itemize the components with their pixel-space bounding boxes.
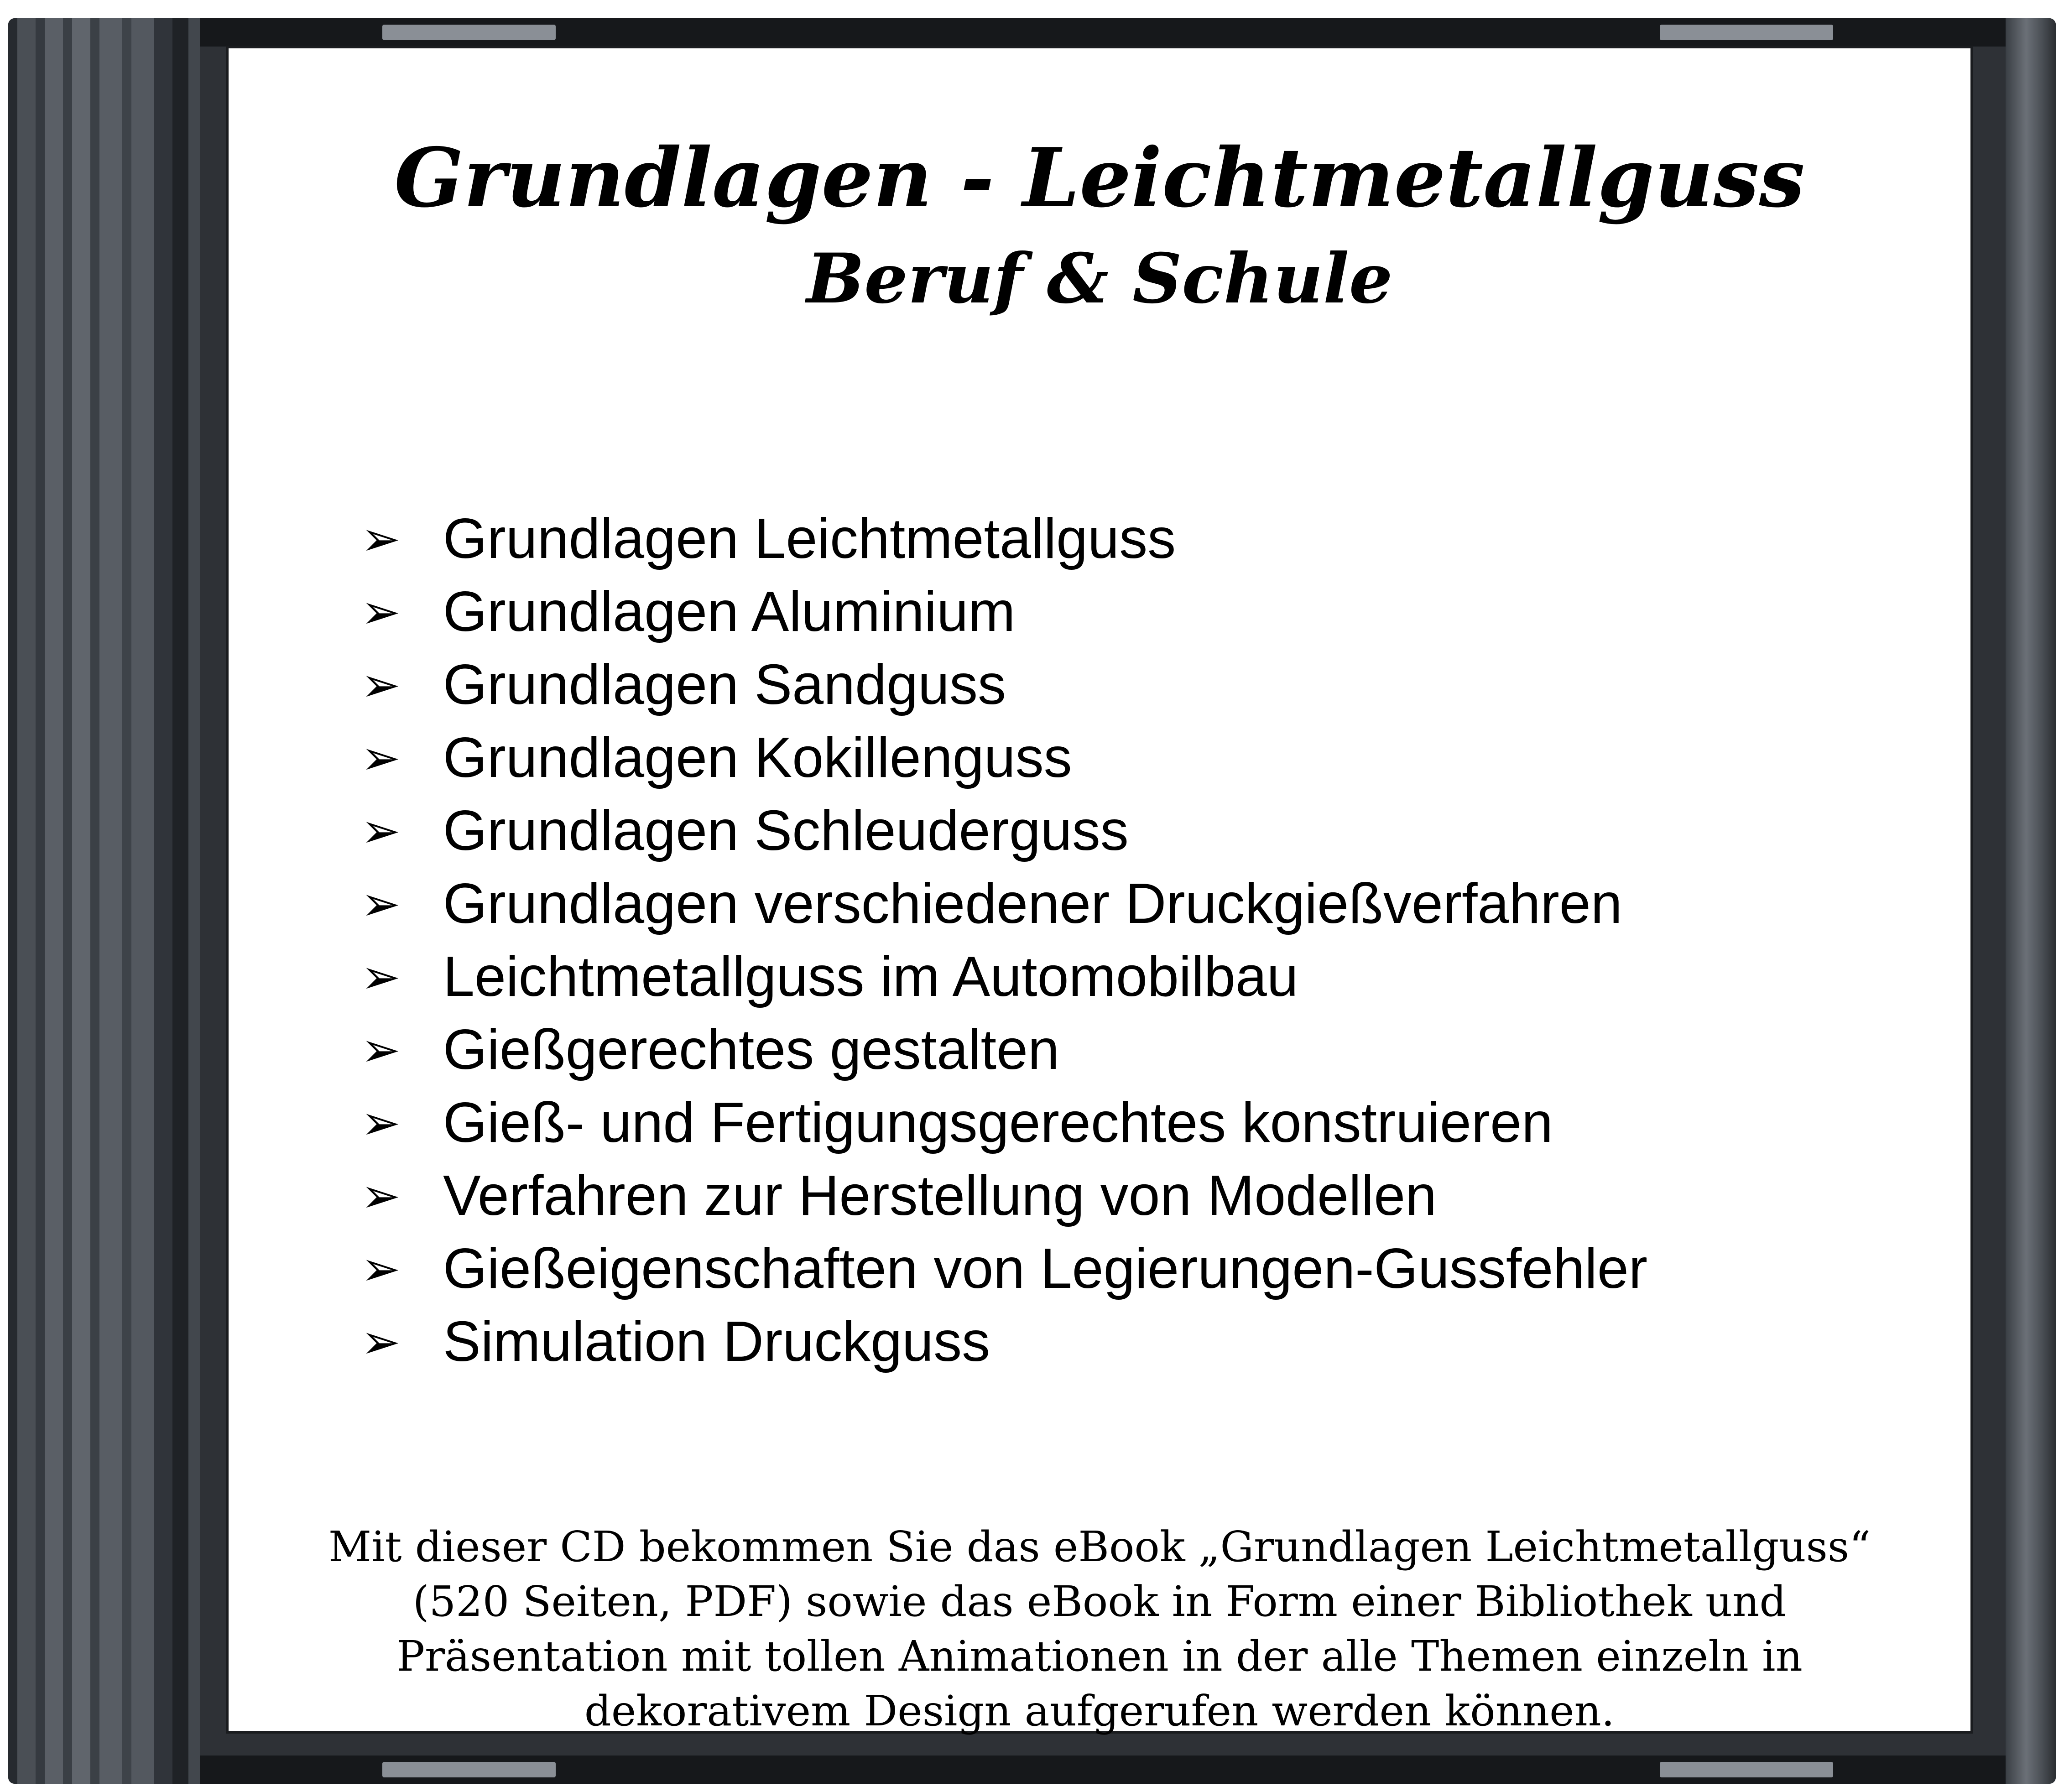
arrow-bullet-icon: ➢ — [361, 876, 401, 932]
topic-label: Grundlagen Leichtmetallguss — [443, 507, 1176, 570]
case-hinge-tab — [382, 25, 556, 40]
description-line: dekorativem Design aufgerufen werden können. — [584, 1687, 1615, 1735]
list-item — [361, 1086, 1647, 1159]
list-item — [361, 721, 1647, 794]
arrow-bullet-icon: ➢ — [361, 657, 401, 713]
arrow-bullet-icon: ➢ — [361, 1241, 401, 1297]
list-item — [361, 575, 1647, 648]
cover-insert — [226, 46, 1973, 1734]
arrow-bullet-icon: ➢ — [361, 511, 401, 567]
list-item — [361, 940, 1647, 1013]
arrow-bullet-icon: ➢ — [361, 1314, 401, 1370]
arrow-bullet-icon: ➢ — [361, 584, 401, 640]
cover-title: Grundlagen - Leichtmetallguss — [394, 130, 1805, 225]
list-item — [361, 1013, 1647, 1086]
topic-label: Simulation Druckguss — [443, 1310, 990, 1373]
arrow-bullet-icon: ➢ — [361, 949, 401, 1005]
case-right-rail — [2006, 18, 2056, 1784]
description-line: Präsentation mit tollen Animationen in der alle Themen einzeln in — [396, 1632, 1803, 1681]
case-hinge-tab — [1660, 1762, 1833, 1777]
cover-subtitle: Beruf & Schule — [806, 239, 1393, 319]
list-item — [361, 794, 1647, 867]
topic-label: Grundlagen Kokillenguss — [443, 726, 1072, 789]
topic-label: Leichtmetallguss im Automobilbau — [443, 945, 1298, 1008]
topic-label: Grundlagen Aluminium — [443, 580, 1016, 643]
topic-label: Verfahren zur Herstellung von Modellen — [443, 1164, 1437, 1227]
list-item — [361, 1232, 1647, 1305]
case-hinge-tab — [1660, 25, 1833, 40]
topic-list — [361, 502, 1647, 1378]
list-item — [361, 1305, 1647, 1378]
case-hinge-tab — [382, 1762, 556, 1777]
topic-label: Grundlagen Sandguss — [443, 653, 1006, 716]
list-item — [361, 867, 1647, 940]
topic-label: Grundlagen verschiedener Druckgießverfahren — [443, 872, 1622, 935]
arrow-bullet-icon: ➢ — [361, 1022, 401, 1078]
list-item — [361, 648, 1647, 721]
arrow-bullet-icon: ➢ — [361, 803, 401, 859]
topic-label: Grundlagen Schleuderguss — [443, 799, 1129, 862]
case-spine — [8, 18, 200, 1784]
topic-label: Gießgerechtes gestalten — [443, 1018, 1059, 1081]
description-line: (520 Seiten, PDF) sowie das eBook in Form einer Bibliothek und — [412, 1577, 1787, 1626]
list-item — [361, 502, 1647, 575]
arrow-bullet-icon: ➢ — [361, 1168, 401, 1224]
arrow-bullet-icon: ➢ — [361, 1095, 401, 1151]
cover-description — [229, 1520, 1970, 1739]
description-line: Mit dieser CD bekommen Sie das eBook „Grundlagen Leichtmetallguss“ — [328, 1522, 1871, 1571]
topic-label: Gießeigenschaften von Legierungen-Gussfehler — [443, 1237, 1648, 1300]
list-item — [361, 1159, 1647, 1232]
topic-label: Gieß- und Fertigungsgerechtes konstruieren — [443, 1091, 1553, 1154]
arrow-bullet-icon: ➢ — [361, 730, 401, 786]
